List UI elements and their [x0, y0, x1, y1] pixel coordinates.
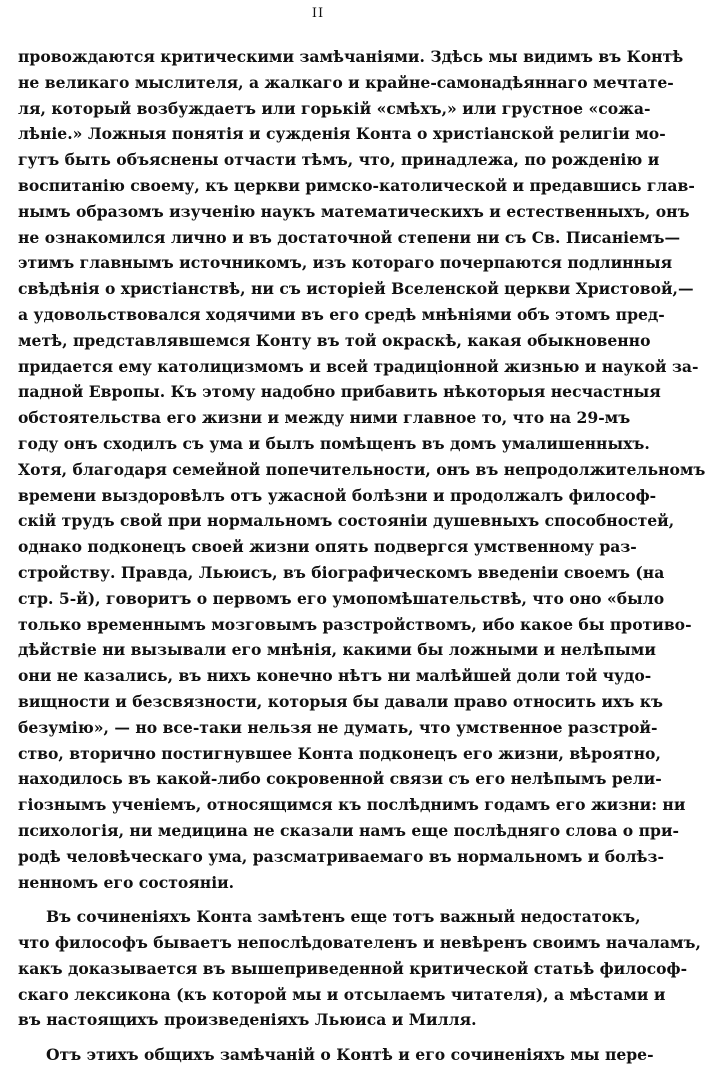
text-line: гутъ быть объяснены отчасти тѣмъ, что, принадлежа, по рожденію и [18, 150, 660, 170]
text-line: родѣ человѣческаго ума, разсматриваемаго въ нормальномъ и болѣз- [18, 846, 664, 866]
text-line: времени выздоровѣлъ отъ ужасной болѣзни и продолжалъ философ- [18, 485, 657, 505]
text-line: метѣ, представлявшемся Конту въ той окраскѣ, какая обыкновенно [18, 330, 651, 350]
text-line: ство, вторично постигнувшее Конта подконецъ его жизни, вѣроятно, [18, 743, 661, 763]
text-line: году онъ сходилъ съ ума и былъ помѣщенъ въ домъ умалишенныхъ. [18, 433, 650, 453]
text-line: Отъ этихъ общихъ замѣчаній о Контѣ и его сочиненіяхъ мы пере- [46, 1045, 654, 1065]
text-line: свѣдѣнія о христіанствѣ, ни съ исторіей Вселенской церкви Христовой,— [18, 279, 694, 299]
text-line: придается ему католицизмомъ и всей традиціонной жизнью и наукой за- [18, 356, 699, 376]
paragraph-2 [18, 904, 701, 1033]
text-line: они не казались, въ нихъ конечно нѣтъ ни малѣйшей доли той чудо- [18, 666, 652, 686]
page-text [18, 44, 705, 1068]
page-number: II [311, 6, 325, 21]
text-line: нымъ образомъ изученію наукъ математическихъ и естественныхъ, онъ [18, 201, 690, 221]
text-line: ненномъ его состояніи. [18, 872, 235, 892]
text-line: провождаются критическими замѣчаніями. Здѣсь мы видимъ въ Контѣ [18, 47, 684, 66]
text-line: что философъ бываетъ непослѣдователенъ и невѣренъ своимъ началамъ, [18, 933, 701, 953]
text-line: однако подконецъ своей жизни опять подвергся умственному раз- [18, 537, 637, 557]
text-line: воспитанію своему, къ церкви римско-католической и предавшись глав- [18, 175, 695, 195]
text-line: не великаго мыслителя, а жалкаго и крайне-самонадѣяннаго мечтате- [18, 72, 674, 92]
text-line: психологія, ни медицина не сказали намъ еще послѣдняго слова о при- [18, 820, 679, 840]
text-line: безумію», — но все-таки нельзя не думать, что умственное разстрой- [18, 717, 658, 737]
text-line: обстоятельства его жизни и между ними главное то, что на 29-мъ [18, 408, 631, 428]
text-line: Въ сочиненіяхъ Конта замѣтенъ еще тотъ важный недостатокъ, [46, 907, 641, 927]
text-line: Хотя, благодаря семейной попечительности, онъ въ непродолжительномъ [18, 459, 705, 479]
text-line: гіознымъ ученіемъ, относящимся къ послѣднимъ годамъ его жизни: ни [18, 795, 686, 815]
text-line: лѣніе.» Ложныя понятія и сужденія Конта о христіанской религіи мо- [18, 124, 666, 144]
text-line: вищности и безсвязности, которыя бы давали право относить ихъ къ [18, 691, 663, 711]
text-line: только временнымъ мозговымъ разстройствомъ, ибо какое бы противо- [18, 614, 692, 634]
text-line: ля, который возбуждаетъ или горькій «смѣхъ,» или грустное «сожа- [18, 98, 651, 118]
text-line: стр. 5-й), говоритъ о первомъ его умопомѣшательствѣ, что оно «было [18, 588, 665, 608]
paragraph-3 [18, 1042, 654, 1068]
text-line: скій трудъ свой при нормальномъ состояніи душевныхъ способностей, [18, 511, 675, 531]
text-line: а удовольствовался ходячими въ его средѣ мнѣніями объ этомъ пред- [18, 304, 665, 324]
text-line: стройству. Правда, Льюисъ, въ біографическомъ введеніи своемъ (на [18, 562, 665, 582]
text-line: скаго лексикона (къ которой мы и отсылаемъ читателя), а мѣстами и [18, 984, 666, 1004]
text-line: не ознакомился лично и въ достаточной степени ни съ Св. Писаніемъ— [18, 227, 681, 247]
text-line: падной Европы. Къ этому надобно прибавить нѣкоторыя несчастныя [18, 382, 661, 402]
text-line: въ настоящихъ произведеніяхъ Льюиса и Милля. [18, 1010, 477, 1030]
text-line: находилось въ какой-либо сокровенной связи съ его нелѣпымъ рели- [18, 769, 662, 789]
text-line: дѣйствіе ни вызывали его мнѣнія, какими бы ложными и нелѣпыми [18, 640, 656, 660]
text-line: какъ доказывается въ вышеприведенной критической статьѣ философ- [18, 958, 688, 978]
paragraph-1 [18, 44, 705, 895]
text-line: этимъ главнымъ источникомъ, изъ котораго почерпаются подлинныя [18, 253, 673, 273]
